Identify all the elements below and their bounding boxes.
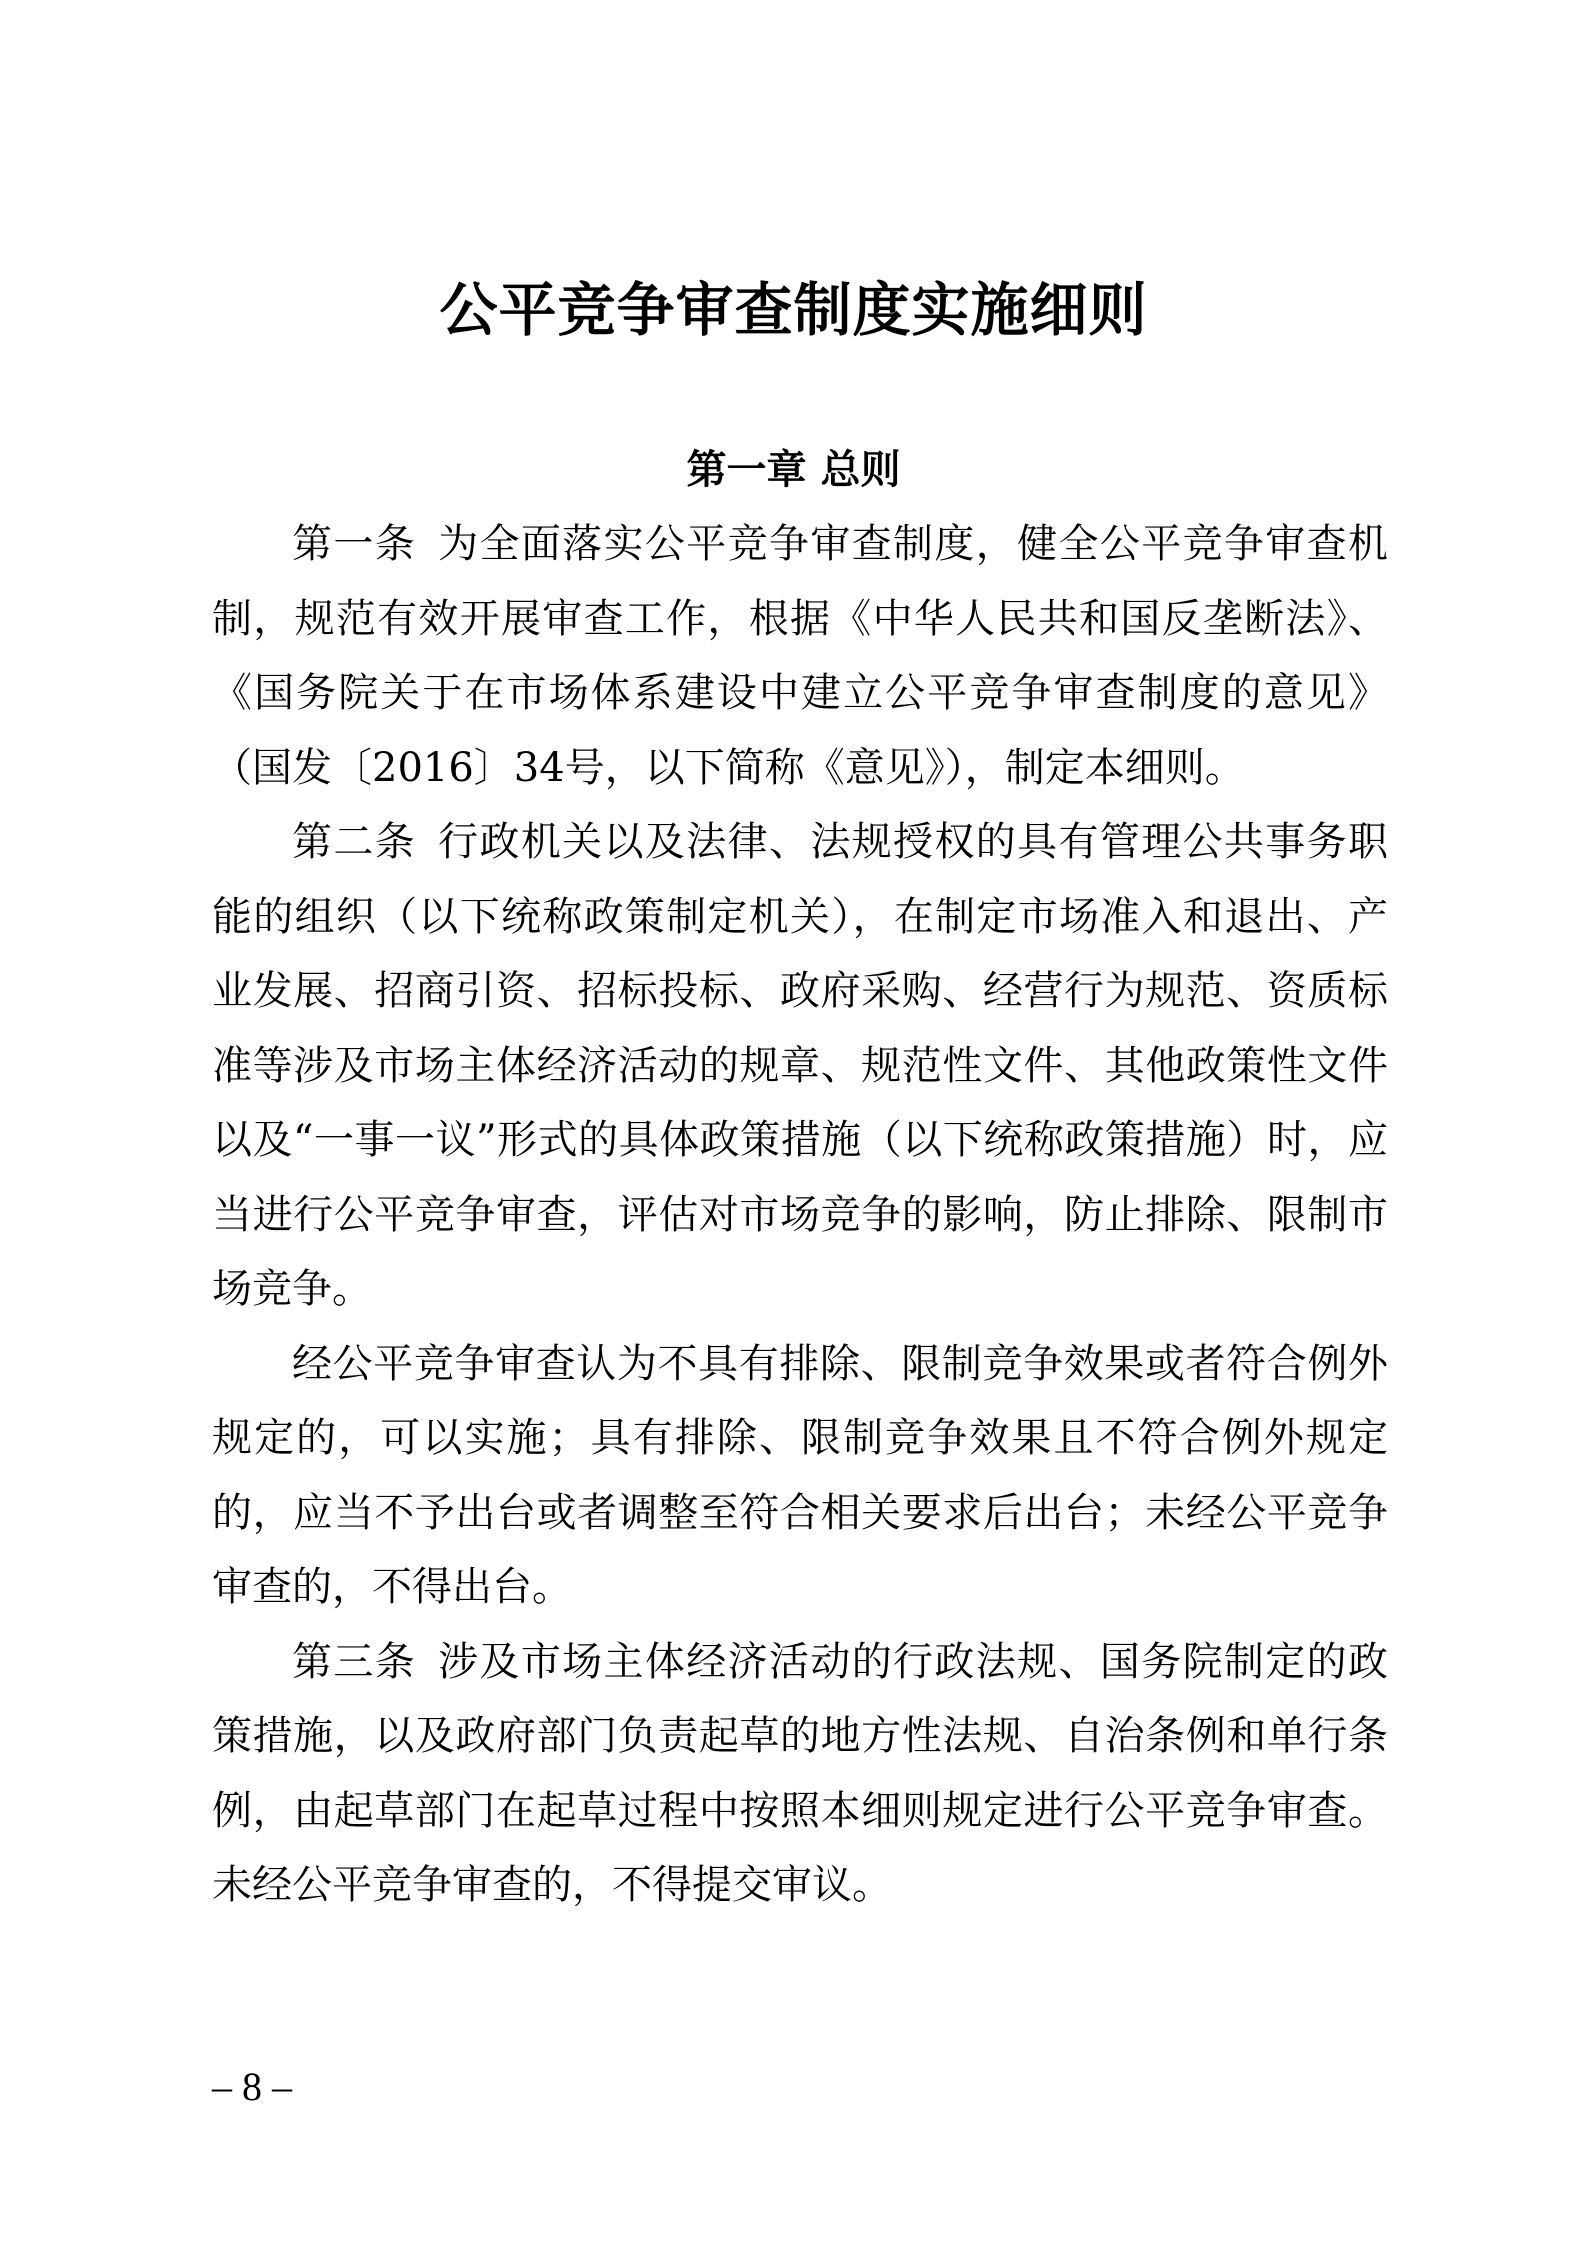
article-text: 涉及市场主体经济活动的行政法规、国务院制定的政策措施，以及政府部门负责起草的地方性法规、自治条例和单行条例，由起草部门在起草过程中按照本细则规定进行公平竞争审查。未经公平竞争审查的，不得提交审议。	[212, 1638, 1389, 1908]
article-paragraph	[212, 1327, 1388, 1625]
article-text: 行政机关以及法律、法规授权的具有管理公共事务职能的组织（以下统称政策制定机关），在制定市场准入和退出、产业发展、招商引资、招标投标、政府采购、经营行为规范、资质标准等涉及市场主体经济活动的规章、规范性文件、其他政策性文件以及“一事一议”形式的具体政策措施（以下统称政策措施）时，应当进行公平竞争审查，评估对市场竞争的影响，防止排除、限制市场竞争。	[212, 819, 1389, 1312]
document-body	[212, 507, 1388, 1923]
chapter-heading: 第一章 总则	[686, 447, 901, 493]
article-text: 经公平竞争审查认为不具有排除、限制竞争效果或者符合例外规定的，可以实施；具有排除、限制竞争效果且不符合例外规定的，应当不予出台或者调整至符合相关要求后出台；未经公平竞争审查的，不得出台。	[212, 1340, 1388, 1610]
document-title: 公平竞争审查制度实施细则	[439, 276, 1148, 344]
article-label: 第二条	[292, 819, 417, 865]
article-paragraph	[212, 1625, 1388, 1923]
article-label: 第三条	[292, 1638, 417, 1685]
page-number: – 8 –	[212, 2064, 292, 2109]
article-paragraph	[212, 805, 1388, 1327]
article-label: 第一条	[292, 521, 417, 567]
article-paragraph	[212, 507, 1388, 805]
article-text: 为全面落实公平竞争审查制度，健全公平竞争审查机制，规范有效开展审查工作，根据《中华人民共和国反垄断法》、《国务院关于在市场体系建设中建立公平竞争审查制度的意见》（国发〔2016〕34号，以下简称《意见》），制定本细则。	[212, 521, 1389, 791]
